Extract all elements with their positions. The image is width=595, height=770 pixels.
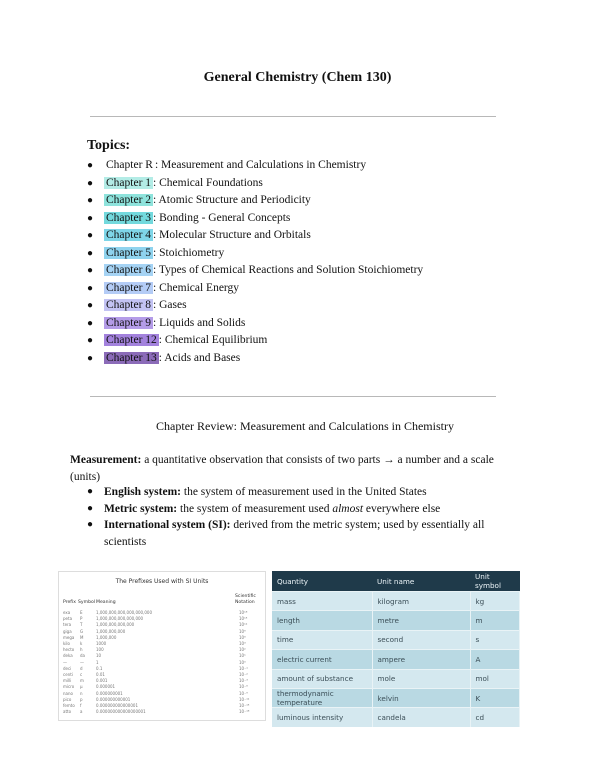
prefix-cell-symbol: M: [80, 634, 84, 640]
prefix-cell-prefix: milli: [63, 678, 72, 684]
prefix-table-image: [58, 571, 266, 721]
system-definition: the system of measurement used in the United States: [181, 486, 427, 498]
topic-title: : Types of Chemical Reactions and Solution Stoichiometry: [153, 264, 424, 276]
bullet-icon: ●: [87, 230, 94, 241]
table-row: [272, 688, 520, 707]
prefix-cell-notation: 10⁻¹: [239, 665, 248, 671]
prefix-cell-symbol: a: [80, 709, 83, 715]
si-cell: time: [272, 630, 372, 649]
si-cell: mass: [272, 592, 372, 611]
prefix-header-notation-2: Notation: [235, 600, 255, 605]
prefix-cell-meaning: 0.001: [96, 678, 108, 684]
prefix-row: [63, 629, 261, 635]
system-item: [87, 501, 507, 518]
prefix-row: [63, 616, 261, 622]
prefix-cell-prefix: pico: [63, 696, 72, 702]
prefix-cell-symbol: μ: [80, 684, 83, 690]
prefix-row: [63, 653, 261, 659]
prefix-cell-meaning: 1,000,000,000,000,000: [96, 616, 144, 622]
table-row: [272, 669, 520, 688]
si-cell: s: [470, 630, 520, 649]
chapter-link[interactable]: Chapter 8: [106, 299, 152, 311]
bullet-icon: ●: [87, 486, 94, 497]
prefix-cell-meaning: 0.000000000000000001: [96, 709, 146, 715]
prefix-cell-meaning: 0.000000000000001: [96, 703, 138, 708]
table-row: [272, 630, 520, 649]
prefix-cell-symbol: E: [80, 610, 83, 615]
prefix-cell-notation: 10⁻¹⁵: [239, 703, 250, 708]
prefix-cell-prefix: deka: [63, 653, 73, 659]
topic-item: [87, 280, 423, 298]
chapter-link[interactable]: Chapter R: [106, 159, 153, 171]
bullet-icon: ●: [87, 265, 94, 276]
measurement-definition: [70, 452, 510, 486]
prefix-cell-prefix: kilo: [63, 641, 70, 646]
topic-title: : Measurement and Calculations in Chemistry: [154, 159, 367, 171]
topic-item: [87, 192, 423, 210]
si-cell: kelvin: [372, 688, 470, 707]
si-cell: metre: [372, 611, 470, 630]
bullet-icon: ●: [87, 300, 94, 311]
si-cell: m: [470, 611, 520, 630]
prefix-row: [63, 610, 261, 616]
topic-item: [87, 297, 423, 315]
si-cell: cd: [470, 708, 520, 727]
topic-item: [87, 227, 423, 245]
si-header-cell: Unit symbol: [470, 571, 520, 592]
prefix-cell-notation: 10¹⁸: [239, 610, 248, 615]
topic-title: : Acids and Bases: [158, 351, 241, 364]
prefix-row: [63, 622, 261, 628]
topic-item: [87, 350, 423, 368]
si-cell: length: [272, 611, 372, 630]
divider-top: [90, 116, 496, 117]
system-item: [87, 517, 507, 550]
system-term: International system (SI):: [104, 519, 231, 531]
prefix-cell-symbol: da: [80, 653, 85, 659]
prefix-cell-meaning: 1: [96, 659, 99, 665]
prefix-row: [63, 666, 261, 672]
prefix-row: [63, 691, 261, 697]
si-cell: K: [470, 688, 520, 707]
topic-title: : Chemical Foundations: [153, 176, 263, 189]
prefix-table-title: The Prefixes Used with SI Units: [115, 578, 209, 585]
prefix-header-notation-1: Scientific: [235, 594, 256, 599]
bullet-icon: ●: [87, 247, 94, 259]
si-cell: mole: [372, 669, 470, 688]
si-cell: second: [372, 630, 470, 649]
prefix-cell-notation: 10⁶: [239, 634, 246, 640]
bullet-icon: ●: [87, 519, 94, 530]
prefix-cell-symbol: f: [80, 703, 82, 708]
prefix-cell-notation: 10⁻⁶: [239, 684, 248, 690]
si-header-cell: Unit name: [372, 571, 470, 592]
prefix-cell-symbol: —: [80, 659, 84, 665]
si-cell: A: [470, 650, 520, 669]
topic-title: : Bonding - General Concepts: [153, 211, 291, 224]
prefix-cell-symbol: T: [80, 622, 83, 628]
prefix-row: [63, 678, 261, 684]
prefix-cell-prefix: exa: [63, 610, 71, 615]
prefix-cell-symbol: c: [80, 672, 83, 677]
prefix-cell-meaning: 1,000,000,000,000: [96, 622, 135, 628]
prefix-cell-meaning: 10: [96, 653, 102, 659]
si-units-table: [272, 571, 520, 727]
prefix-cell-symbol: h: [80, 647, 83, 653]
prefix-cell-notation: 10⁻²: [239, 672, 248, 677]
prefix-cell-symbol: G: [80, 628, 84, 634]
si-cell: luminous intensity: [272, 708, 372, 727]
system-emphasis: almost: [332, 502, 364, 515]
prefix-cell-symbol: P: [80, 616, 83, 622]
prefix-cell-meaning: 0.1: [96, 665, 103, 671]
topic-item: [87, 262, 423, 280]
prefix-cell-prefix: giga: [63, 628, 72, 634]
prefix-cell-prefix: peta: [63, 616, 73, 622]
prefix-row: [63, 697, 261, 703]
si-cell: mol: [470, 669, 520, 688]
prefix-row: [63, 684, 261, 690]
chapter-link[interactable]: Chapter 6: [106, 264, 152, 276]
prefix-cell-meaning: 0.000000000001: [96, 696, 131, 702]
prefix-cell-prefix: centi: [63, 672, 73, 677]
prefix-cell-symbol: n: [80, 690, 83, 696]
prefix-row: [63, 635, 261, 641]
prefix-header-prefix: Prefix: [63, 600, 76, 605]
prefix-cell-notation: 10¹⁵: [239, 616, 248, 622]
topic-item: [87, 175, 423, 193]
chapter-link[interactable]: Chapter 5: [106, 246, 152, 259]
prefix-row: [63, 672, 261, 678]
prefix-cell-symbol: m: [80, 678, 84, 684]
chapter-link[interactable]: Chapter 9: [106, 316, 152, 329]
prefix-header-meaning: Meaning: [96, 600, 116, 605]
prefix-cell-notation: 10⁹: [239, 628, 246, 634]
chapter-link[interactable]: Chapter 3: [106, 211, 152, 224]
topic-title: : Chemical Energy: [153, 281, 240, 294]
bullet-icon: ●: [87, 177, 94, 189]
prefix-cell-meaning: 1,000,000: [96, 634, 117, 640]
prefix-cell-notation: 10⁰: [239, 659, 246, 665]
prefix-cell-prefix: —: [63, 659, 67, 665]
system-item: [87, 484, 507, 501]
chapter-link[interactable]: Chapter 12: [106, 334, 157, 346]
prefix-cell-notation: 10⁻³: [239, 678, 248, 684]
measurement-text: a quantitative observation that consists of two parts → a number and a scale (units): [70, 454, 494, 483]
chapter-link[interactable]: Chapter 2: [106, 194, 152, 206]
topic-item: [87, 315, 423, 333]
review-heading: Chapter Review: Measurement and Calculations in Chemistry: [156, 419, 454, 433]
prefix-cell-prefix: hecto: [63, 647, 75, 653]
prefix-header-symbol: Symbol: [78, 600, 96, 605]
topics-heading: Topics:: [87, 138, 131, 153]
topic-title: : Liquids and Solids: [153, 316, 246, 329]
topic-item: [87, 332, 423, 350]
chapter-link[interactable]: Chapter 7: [106, 281, 152, 294]
bullet-icon: ●: [87, 212, 94, 224]
topic-title: : Stoichiometry: [153, 246, 225, 259]
si-header-cell: Quantity: [272, 571, 372, 592]
topic-item: [87, 210, 423, 228]
prefix-cell-prefix: atto: [63, 709, 72, 715]
prefix-cell-meaning: 0.01: [96, 672, 105, 677]
si-cell: candela: [372, 708, 470, 727]
system-term: Metric system:: [104, 502, 178, 515]
bullet-icon: ●: [87, 282, 94, 294]
prefix-cell-prefix: mega: [63, 634, 75, 640]
prefix-cell-prefix: micro: [63, 684, 75, 690]
si-cell: thermodynamic temperature: [272, 688, 372, 707]
chapter-link[interactable]: Chapter 1: [106, 176, 152, 189]
bullet-icon: ●: [87, 352, 94, 364]
prefix-cell-notation: 10¹²: [239, 622, 248, 628]
prefix-cell-meaning: 1000: [96, 641, 107, 646]
prefix-cell-prefix: tera: [63, 622, 72, 628]
bullet-icon: ●: [87, 160, 94, 171]
table-row: [272, 708, 520, 727]
si-cell: ampere: [372, 650, 470, 669]
prefix-cell-prefix: nano: [63, 690, 73, 696]
prefix-cell-meaning: 1,000,000,000,000,000,000: [96, 610, 152, 615]
divider-middle: [90, 396, 496, 397]
prefix-row: [63, 703, 261, 709]
prefix-cell-symbol: d: [80, 665, 83, 671]
prefix-cell-notation: 10⁻⁹: [239, 690, 248, 696]
topic-item: [87, 157, 423, 175]
si-cell: kilogram: [372, 592, 470, 611]
system-definition: derived from the metric system; used by essentially all scientists: [104, 519, 485, 548]
topic-item: [87, 245, 423, 263]
prefix-cell-notation: 10³: [239, 641, 246, 646]
page-title: General Chemistry (Chem 130): [203, 70, 392, 85]
prefix-cell-symbol: k: [80, 641, 83, 646]
topic-title: : Molecular Structure and Orbitals: [153, 229, 311, 241]
bullet-icon: ●: [87, 335, 94, 346]
prefix-cell-notation: 10⁻¹⁸: [239, 709, 250, 715]
si-cell: amount of substance: [272, 669, 372, 688]
bullet-icon: ●: [87, 317, 94, 329]
system-definition: the system of measurement used: [177, 502, 333, 515]
prefix-cell-notation: 10¹: [239, 653, 246, 659]
prefix-cell-meaning: 0.000000001: [96, 690, 123, 696]
topic-title: : Chemical Equilibrium: [158, 334, 268, 346]
si-cell: electric current: [272, 650, 372, 669]
prefix-row: [63, 709, 261, 715]
prefix-cell-notation: 10⁻¹²: [239, 696, 250, 702]
bullet-icon: ●: [87, 502, 94, 514]
prefix-cell-meaning: 100: [96, 647, 104, 653]
bullet-icon: ●: [87, 195, 94, 206]
table-row: [272, 650, 520, 669]
prefix-row: [63, 647, 261, 653]
system-term: English system:: [104, 486, 181, 498]
prefix-row: [63, 660, 261, 666]
prefix-cell-meaning: 0.000001: [96, 684, 116, 690]
measurement-term: Measurement:: [70, 454, 142, 466]
prefix-cell-prefix: femto: [63, 703, 75, 708]
prefix-cell-symbol: p: [80, 696, 83, 702]
prefix-cell-meaning: 1,000,000,000: [96, 628, 126, 634]
topic-title: : Atomic Structure and Periodicity: [153, 194, 311, 206]
topic-title: : Gases: [153, 299, 187, 311]
topics-list: [87, 157, 423, 367]
prefix-cell-prefix: deci: [63, 665, 72, 671]
systems-list: [87, 484, 507, 550]
prefix-row: [63, 641, 261, 647]
si-cell: kg: [470, 592, 520, 611]
prefix-cell-notation: 10²: [239, 647, 246, 653]
table-row: [272, 611, 520, 630]
system-definition-end: everywhere else: [363, 502, 441, 515]
chapter-link[interactable]: Chapter 4: [106, 229, 152, 241]
chapter-link[interactable]: Chapter 13: [106, 351, 157, 364]
table-row: [272, 592, 520, 611]
